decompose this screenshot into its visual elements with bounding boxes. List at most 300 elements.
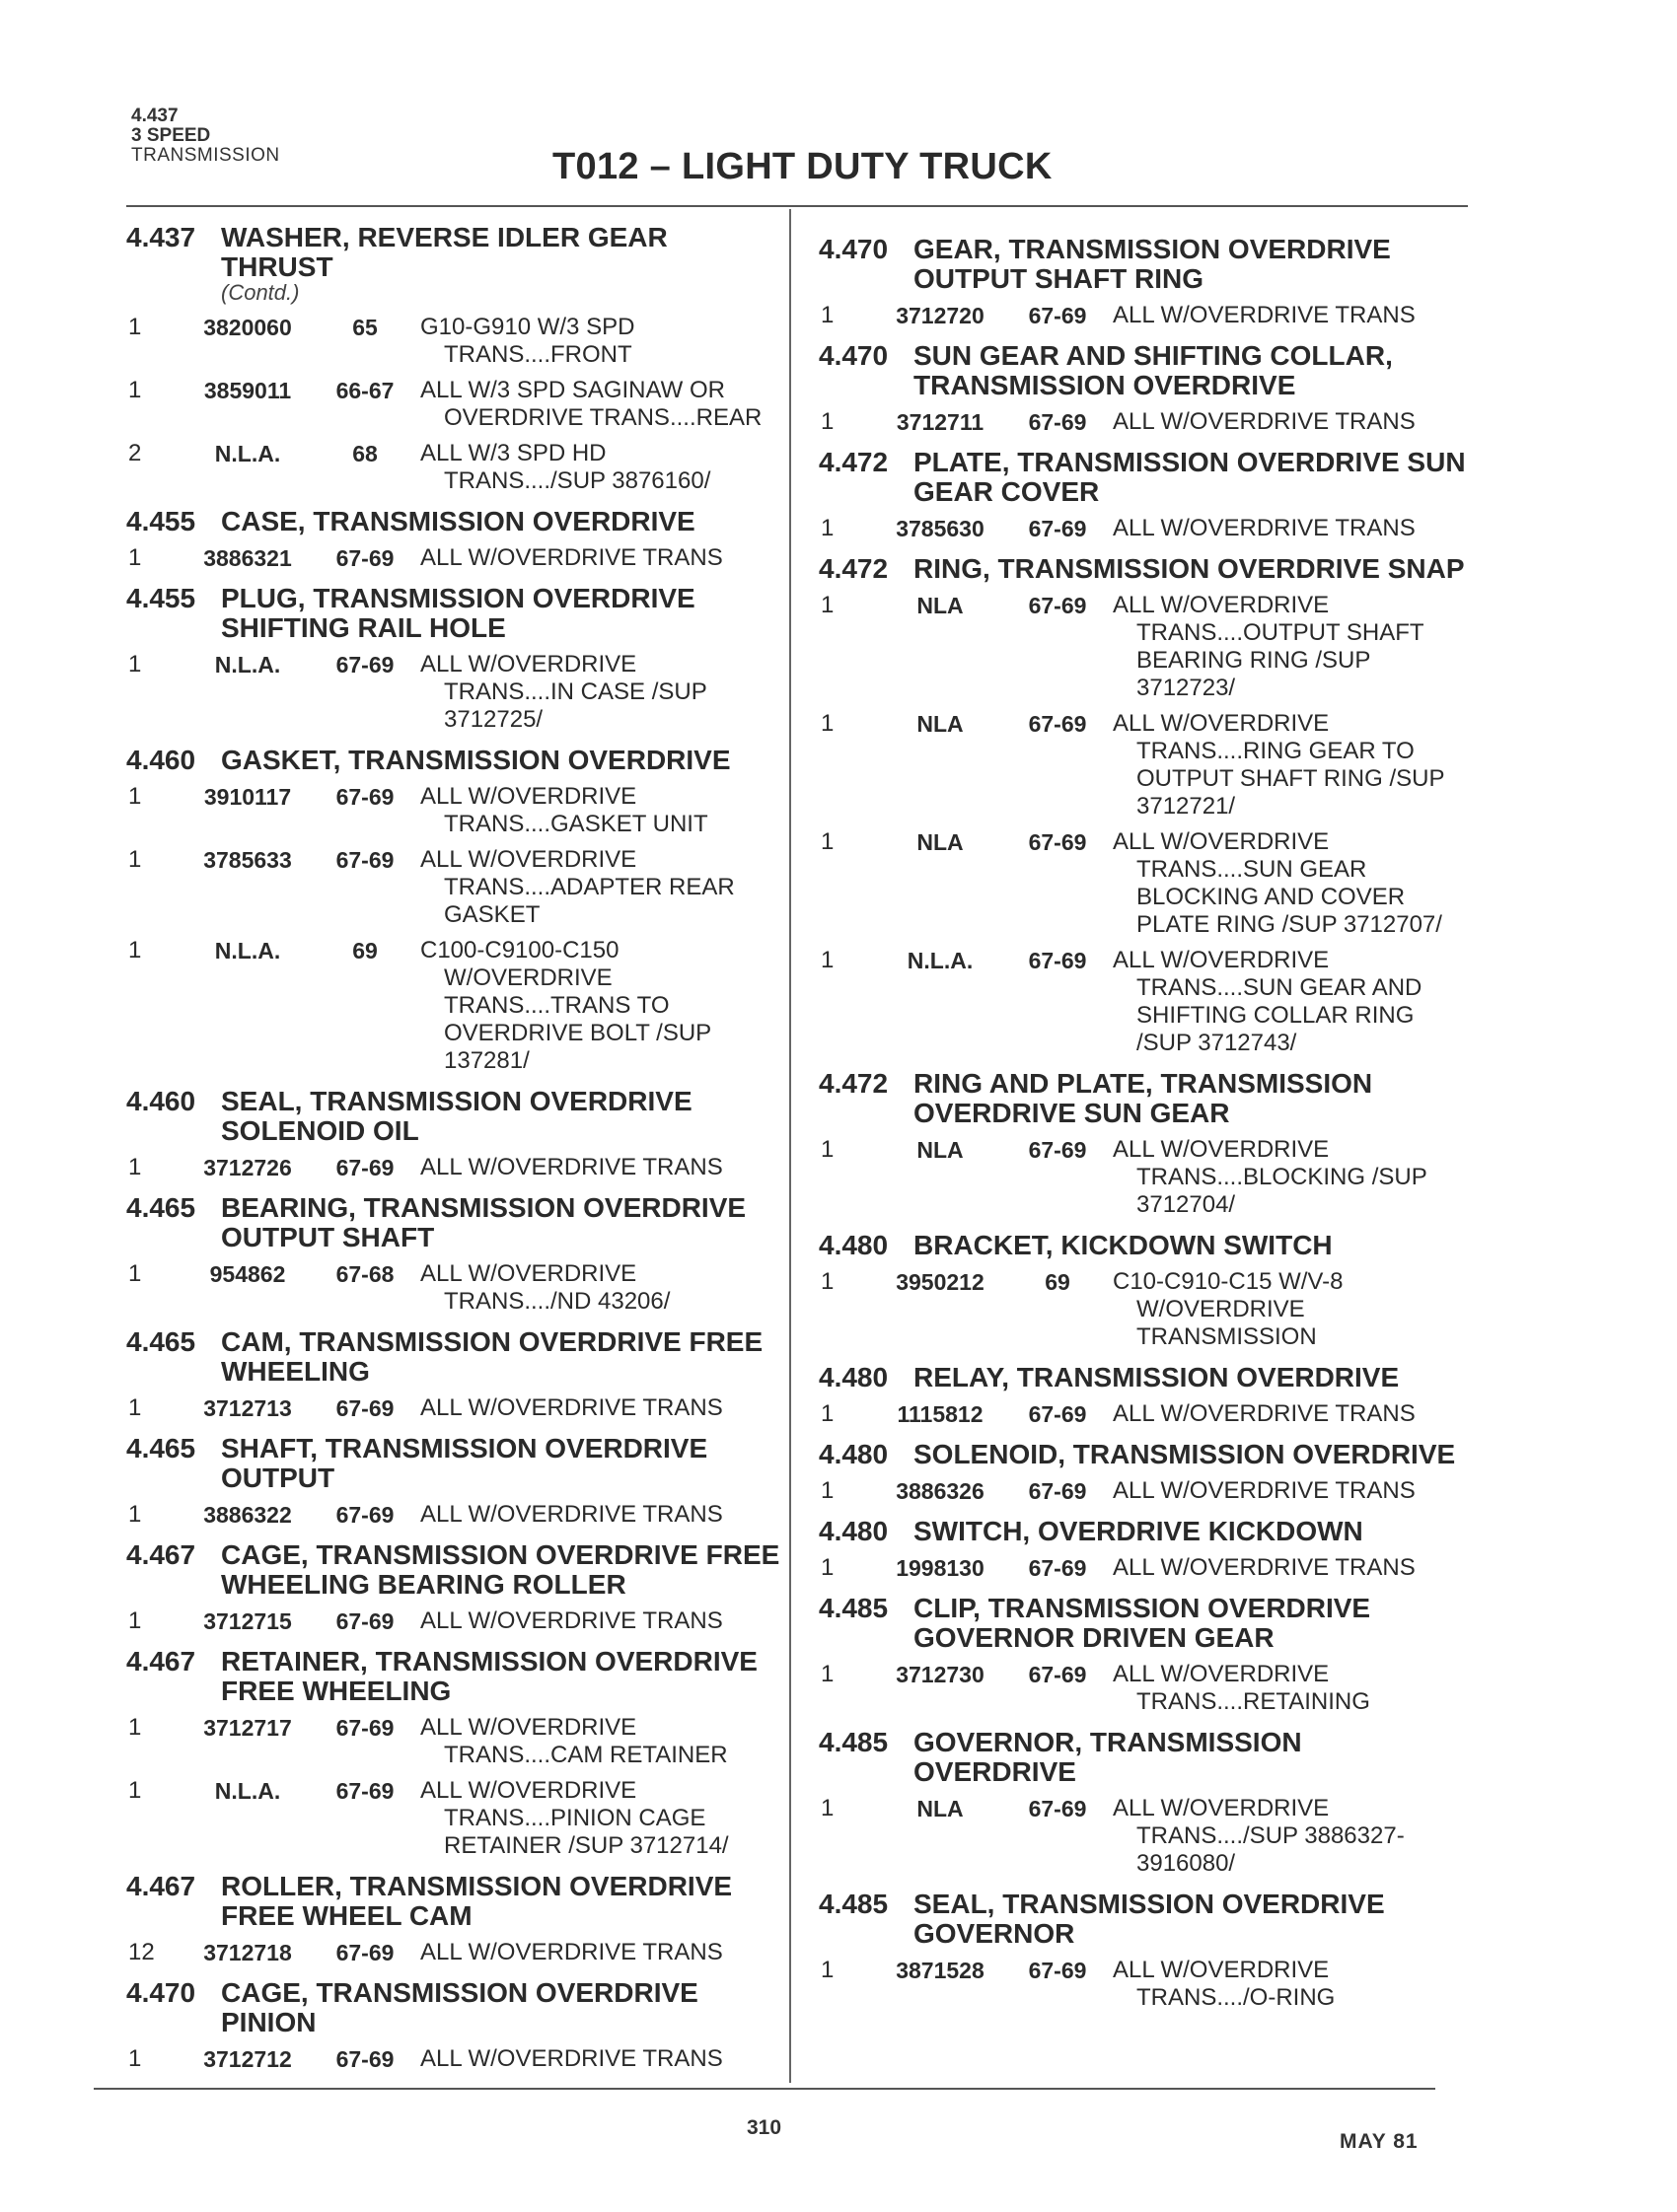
- part-number: NLA: [916, 829, 964, 855]
- section-title: BEARING, TRANSMISSION OVERDRIVE OUTPUT SHAFT: [221, 1192, 747, 1252]
- quantity: 1: [821, 1795, 835, 1821]
- section-title: SEAL, TRANSMISSION OVERDRIVE SOLENOID OIL: [221, 1086, 693, 1146]
- part-row: [819, 302, 1470, 329]
- part-number: NLA: [916, 1137, 964, 1163]
- description-line: TRANS....SUN GEAR: [1136, 856, 1367, 883]
- section-code: 4.470: [819, 340, 889, 371]
- application-description: [1107, 515, 1470, 542]
- quantity: 1: [128, 937, 142, 963]
- part-number: 3785633: [203, 847, 292, 873]
- section-code: 4.467: [126, 1871, 196, 1901]
- description-line: TRANS....BLOCKING /SUP: [1136, 1164, 1427, 1190]
- part-row: [126, 651, 787, 734]
- section-title: CASE, TRANSMISSION OVERDRIVE: [221, 506, 695, 536]
- section-heading: [819, 1728, 1470, 1787]
- section-heading: [819, 1363, 1470, 1392]
- part-row: [819, 710, 1470, 821]
- model-years: 67-69: [335, 1778, 395, 1804]
- description-line: 3712704/: [1136, 1191, 1236, 1218]
- part-row: [126, 1501, 787, 1529]
- description-line: ALL W/3 SPD HD: [420, 440, 607, 466]
- part-row: [819, 515, 1470, 542]
- section-heading: [819, 554, 1470, 584]
- part-number: 3712711: [896, 409, 984, 435]
- description-line: 3712725/: [444, 706, 544, 733]
- application-description: [414, 651, 787, 734]
- part-row: [126, 846, 787, 929]
- application-description: [414, 1714, 787, 1769]
- model-years: 67-69: [335, 1502, 395, 1528]
- section-title: SEAL, TRANSMISSION OVERDRIVE GOVERNOR: [913, 1889, 1385, 1949]
- section-title: PLUG, TRANSMISSION OVERDRIVE SHIFTING RAIL HOLE: [221, 583, 695, 643]
- quantity: 1: [821, 828, 835, 855]
- description-line: ALL W/OVERDRIVE: [1113, 1136, 1330, 1163]
- part-number: 3910117: [203, 784, 292, 810]
- description-line: PLATE RING /SUP 3712707/: [1136, 911, 1442, 938]
- description-line: /SUP 3712743/: [1136, 1030, 1297, 1056]
- model-years: 67-69: [335, 784, 395, 810]
- part-number: 3712730: [896, 1662, 984, 1687]
- part-number: 3712715: [203, 1608, 292, 1634]
- description-line: TRANS....IN CASE /SUP: [444, 678, 707, 705]
- description-line: 137281/: [444, 1047, 530, 1074]
- part-number: 3820060: [203, 315, 292, 340]
- section-heading: [126, 1872, 787, 1931]
- section-heading: [126, 746, 787, 775]
- section-heading: [819, 448, 1470, 507]
- section-title: GEAR, TRANSMISSION OVERDRIVE OUTPUT SHAFT RING: [913, 234, 1391, 294]
- right-column: [819, 235, 1470, 2024]
- section-heading: [819, 1069, 1470, 1128]
- quantity: 12: [128, 1939, 155, 1965]
- print-date: MAY 81: [1340, 2130, 1419, 2153]
- quantity: 1: [128, 783, 142, 810]
- part-row: [126, 783, 787, 838]
- quantity: 1: [128, 314, 142, 340]
- section-title: CAGE, TRANSMISSION OVERDRIVE FREE WHEELING BEARING ROLLER: [221, 1539, 780, 1600]
- part-row: [819, 1554, 1470, 1582]
- model-years: 67-69: [1028, 1796, 1087, 1821]
- application-description: [1107, 1136, 1470, 1219]
- application-description: [414, 1154, 787, 1181]
- part-row: [126, 1260, 787, 1316]
- part-row: [126, 1777, 787, 1860]
- model-years: 67-68: [335, 1261, 395, 1287]
- section-code: 4.465: [126, 1326, 196, 1357]
- model-years: 67-69: [1028, 948, 1087, 973]
- application-description: [1107, 1661, 1470, 1716]
- description-line: TRANS....PINION CAGE: [444, 1805, 706, 1831]
- description-line: ALL W/OVERDRIVE: [420, 1777, 637, 1804]
- part-number: 3712720: [896, 303, 984, 328]
- section-code: 4.467: [126, 1646, 196, 1677]
- application-description: [414, 1607, 787, 1635]
- quantity: 1: [128, 1260, 142, 1287]
- part-row: [126, 1154, 787, 1181]
- application-description: [1107, 710, 1470, 821]
- part-number: 954862: [209, 1261, 286, 1287]
- section-title: ROLLER, TRANSMISSION OVERDRIVE FREE WHEEL CAM: [221, 1871, 733, 1931]
- description-line: ALL W/OVERDRIVE TRANS: [420, 2045, 723, 2072]
- section-code: 4.465: [126, 1192, 196, 1223]
- model-years: 67-69: [1028, 1958, 1087, 1983]
- part-section: [126, 584, 787, 734]
- section-code: 4.485: [819, 1593, 889, 1623]
- application-description: [414, 1501, 787, 1529]
- section-line-3: TRANSMISSION: [131, 145, 280, 166]
- part-section: [126, 1647, 787, 1860]
- continued-note: (Contd.): [221, 280, 300, 305]
- section-code: 4.485: [819, 1889, 889, 1919]
- application-description: [414, 2045, 787, 2073]
- page-title: T012 – LIGHT DUTY TRUCK: [552, 146, 1053, 187]
- part-section: [819, 1890, 1470, 2012]
- description-line: TRANS....FRONT: [444, 341, 632, 368]
- model-years: 65: [352, 315, 378, 340]
- description-line: TRANS..../SUP 3886327-: [1136, 1822, 1405, 1849]
- description-line: ALL W/OVERDRIVE: [1113, 1661, 1330, 1687]
- description-line: ALL W/OVERDRIVE TRANS: [420, 1939, 723, 1965]
- model-years: 67-69: [1028, 593, 1087, 618]
- part-section: [819, 1440, 1470, 1505]
- part-row: [819, 1957, 1470, 2012]
- part-number: 3886321: [203, 545, 292, 571]
- part-section: [126, 1327, 787, 1422]
- description-line: ALL W/OVERDRIVE TRANS: [1113, 408, 1416, 435]
- part-number: 3712718: [203, 1940, 292, 1965]
- section-title: SHAFT, TRANSMISSION OVERDRIVE OUTPUT: [221, 1433, 708, 1493]
- section-code: 4.480: [819, 1439, 889, 1469]
- description-line: BEARING RING /SUP: [1136, 647, 1371, 674]
- section-title: SWITCH, OVERDRIVE KICKDOWN: [913, 1516, 1363, 1546]
- description-line: 3712723/: [1136, 675, 1236, 701]
- description-line: ALL W/OVERDRIVE: [1113, 592, 1330, 618]
- application-description: [414, 377, 787, 432]
- part-section: [126, 1540, 787, 1635]
- model-years: 67-69: [1028, 303, 1087, 328]
- description-line: ALL W/OVERDRIVE TRANS: [1113, 1477, 1416, 1504]
- part-section: [819, 1231, 1470, 1351]
- application-description: [414, 1939, 787, 1966]
- section-title: PLATE, TRANSMISSION OVERDRIVE SUN GEAR COVER: [913, 447, 1466, 507]
- section-heading: [126, 1327, 787, 1387]
- part-number: 3950212: [896, 1269, 984, 1295]
- application-description: [1107, 828, 1470, 939]
- part-row: [126, 1394, 787, 1422]
- description-line: C10-C910-C15 W/V-8: [1113, 1268, 1344, 1295]
- part-number: N.L.A.: [214, 1778, 281, 1804]
- part-number: 1998130: [896, 1555, 984, 1581]
- application-description: [1107, 1795, 1470, 1878]
- part-row: [126, 937, 787, 1075]
- model-years: 67-69: [1028, 1662, 1087, 1687]
- section-code: 4.455: [126, 506, 196, 536]
- part-number: N.L.A.: [214, 938, 281, 963]
- description-line: ALL W/3 SPD SAGINAW OR: [420, 377, 725, 403]
- part-section: [126, 1087, 787, 1181]
- part-section: [126, 1872, 787, 1966]
- description-line: ALL W/OVERDRIVE: [420, 1260, 637, 1287]
- quantity: 1: [128, 651, 142, 678]
- application-description: [1107, 947, 1470, 1057]
- description-line: ALL W/OVERDRIVE TRANS: [1113, 302, 1416, 328]
- description-line: ALL W/OVERDRIVE: [420, 651, 637, 678]
- model-years: 67-69: [335, 652, 395, 678]
- model-years: 67-69: [335, 1715, 395, 1741]
- quantity: 2: [128, 440, 142, 466]
- quantity: 1: [821, 1477, 835, 1504]
- application-description: [414, 314, 787, 369]
- part-row: [819, 1661, 1470, 1716]
- application-description: [414, 783, 787, 838]
- part-row: [819, 1136, 1470, 1219]
- description-line: ALL W/OVERDRIVE: [420, 1714, 637, 1741]
- section-heading: [819, 1517, 1470, 1546]
- model-years: 66-67: [335, 378, 395, 403]
- part-number: 3712717: [203, 1715, 292, 1741]
- left-column: [126, 223, 787, 2085]
- description-line: ALL W/OVERDRIVE TRANS: [1113, 515, 1416, 541]
- quantity: 1: [821, 1136, 835, 1163]
- section-heading: [126, 1647, 787, 1706]
- quantity: 1: [128, 1394, 142, 1421]
- section-line-2: 3 SPEED: [131, 125, 211, 146]
- part-section: [126, 1193, 787, 1316]
- model-years: 67-69: [1028, 711, 1087, 737]
- section-code: 4.472: [819, 447, 889, 477]
- description-line: TRANS....TRANS TO: [444, 992, 670, 1019]
- part-number: 3859011: [203, 378, 292, 403]
- part-row: [819, 947, 1470, 1057]
- quantity: 1: [821, 408, 835, 435]
- quantity: 1: [821, 302, 835, 328]
- part-number: NLA: [916, 1796, 964, 1821]
- part-row: [126, 440, 787, 495]
- description-line: ALL W/OVERDRIVE TRANS: [1113, 1554, 1416, 1581]
- part-number: 3712713: [203, 1395, 292, 1421]
- description-line: ALL W/OVERDRIVE TRANS: [420, 1501, 723, 1528]
- section-title: RING, TRANSMISSION OVERDRIVE SNAP: [913, 553, 1465, 584]
- model-years: 67-69: [335, 1395, 395, 1421]
- description-line: ALL W/OVERDRIVE TRANS: [420, 1394, 723, 1421]
- part-number: 3785630: [896, 516, 984, 541]
- part-section: [126, 1978, 787, 2073]
- application-description: [1107, 592, 1470, 702]
- model-years: 67-69: [335, 1155, 395, 1180]
- description-line: W/OVERDRIVE: [444, 964, 613, 991]
- part-row: [126, 377, 787, 432]
- quantity: 1: [128, 1607, 142, 1634]
- part-number: NLA: [916, 711, 964, 737]
- part-number: N.L.A.: [907, 948, 974, 973]
- part-row: [819, 408, 1470, 436]
- column-divider: [789, 209, 791, 2083]
- part-number: N.L.A.: [214, 441, 281, 466]
- section-code: 4.472: [819, 553, 889, 584]
- description-line: TRANS....CAM RETAINER: [444, 1742, 728, 1768]
- part-row: [819, 1477, 1470, 1505]
- part-row: [126, 2045, 787, 2073]
- section-title: CLIP, TRANSMISSION OVERDRIVE GOVERNOR DRIVEN GEAR: [913, 1593, 1371, 1653]
- section-heading: [819, 1440, 1470, 1469]
- part-row: [819, 1795, 1470, 1878]
- quantity: 1: [821, 1400, 835, 1427]
- section-heading: [819, 235, 1470, 294]
- quantity: 1: [821, 1661, 835, 1687]
- application-description: [414, 544, 787, 572]
- section-code: 4.480: [819, 1362, 889, 1392]
- description-line: OUTPUT SHAFT RING /SUP: [1136, 765, 1445, 792]
- description-line: RETAINER /SUP 3712714/: [444, 1832, 729, 1859]
- description-line: BLOCKING AND COVER: [1136, 884, 1406, 910]
- description-line: TRANS....OUTPUT SHAFT: [1136, 619, 1424, 646]
- section-title: CAGE, TRANSMISSION OVERDRIVE PINION: [221, 1977, 698, 2037]
- part-section: [819, 1517, 1470, 1582]
- description-line: OVERDRIVE BOLT /SUP: [444, 1020, 712, 1046]
- part-row: [819, 1400, 1470, 1428]
- description-line: ALL W/OVERDRIVE TRANS: [420, 1154, 723, 1180]
- description-line: SHIFTING COLLAR RING: [1136, 1002, 1415, 1029]
- section-number: 4.437: [131, 106, 179, 126]
- model-years: 67-69: [1028, 1478, 1087, 1504]
- section-code: 4.460: [126, 1086, 196, 1116]
- application-description: [1107, 408, 1470, 436]
- quantity: 1: [128, 1777, 142, 1804]
- part-row: [126, 314, 787, 369]
- part-section: [819, 341, 1470, 436]
- model-years: 67-69: [335, 847, 395, 873]
- section-heading: [126, 1434, 787, 1493]
- section-code: 4.480: [819, 1516, 889, 1546]
- description-line: TRANS..../O-RING: [1136, 1984, 1336, 2011]
- application-description: [414, 1777, 787, 1860]
- part-section: [819, 1594, 1470, 1716]
- application-description: [414, 1394, 787, 1422]
- description-line: ALL W/OVERDRIVE: [1113, 828, 1330, 855]
- section-code: 4.470: [126, 1977, 196, 2008]
- section-heading: [126, 1087, 787, 1146]
- section-code: 4.437: [126, 222, 196, 252]
- part-number: 3712726: [203, 1155, 292, 1180]
- quantity: 1: [128, 544, 142, 571]
- quantity: 1: [821, 592, 835, 618]
- section-heading: [819, 1231, 1470, 1260]
- part-section: [819, 235, 1470, 329]
- description-line: ALL W/OVERDRIVE: [1113, 947, 1330, 973]
- section-heading: [819, 1890, 1470, 1949]
- section-title: SOLENOID, TRANSMISSION OVERDRIVE: [913, 1439, 1456, 1469]
- model-years: 67-69: [1028, 409, 1087, 435]
- section-title: GASKET, TRANSMISSION OVERDRIVE: [221, 745, 731, 775]
- quantity: 1: [821, 710, 835, 737]
- part-section: [126, 507, 787, 572]
- model-years: 69: [352, 938, 378, 963]
- description-line: ALL W/OVERDRIVE: [420, 846, 637, 873]
- part-section: [126, 223, 787, 495]
- application-description: [1107, 1400, 1470, 1428]
- section-code: 4.460: [126, 745, 196, 775]
- description-line: TRANS..../ND 43206/: [444, 1288, 671, 1315]
- part-row: [126, 1714, 787, 1769]
- quantity: 1: [821, 515, 835, 541]
- description-line: ALL W/OVERDRIVE: [1113, 1957, 1330, 1983]
- model-years: 67-69: [335, 1940, 395, 1965]
- section-title: WASHER, REVERSE IDLER GEAR THRUST: [221, 222, 668, 282]
- description-line: ALL W/OVERDRIVE TRANS: [1113, 1400, 1416, 1427]
- part-section: [819, 448, 1470, 542]
- description-line: OVERDRIVE TRANS....REAR: [444, 404, 763, 431]
- quantity: 1: [821, 947, 835, 973]
- description-line: W/OVERDRIVE: [1136, 1296, 1305, 1322]
- part-number: 3871528: [896, 1958, 984, 1983]
- model-years: 67-69: [1028, 516, 1087, 541]
- section-heading: [126, 1978, 787, 2037]
- model-years: 67-69: [1028, 829, 1087, 855]
- description-line: TRANS..../SUP 3876160/: [444, 467, 711, 494]
- model-years: 67-69: [1028, 1401, 1087, 1427]
- application-description: [1107, 1554, 1470, 1582]
- part-row: [126, 1939, 787, 1966]
- quantity: 1: [128, 1154, 142, 1180]
- application-description: [1107, 1477, 1470, 1505]
- part-row: [819, 592, 1470, 702]
- footer-rule: [94, 2088, 1435, 2090]
- model-years: 67-69: [1028, 1555, 1087, 1581]
- part-row: [126, 1607, 787, 1635]
- application-description: [414, 1260, 787, 1316]
- section-title: RETAINER, TRANSMISSION OVERDRIVE FREE WHEELING: [221, 1646, 758, 1706]
- description-line: TRANS....RETAINING: [1136, 1688, 1370, 1715]
- model-years: 69: [1045, 1269, 1070, 1295]
- section-title: BRACKET, KICKDOWN SWITCH: [913, 1230, 1333, 1260]
- model-years: 68: [352, 441, 378, 466]
- section-title: RING AND PLATE, TRANSMISSION OVERDRIVE SUN GEAR: [913, 1068, 1373, 1128]
- model-years: 67-69: [335, 2046, 395, 2072]
- part-number: NLA: [916, 593, 964, 618]
- section-header: [131, 107, 280, 166]
- part-number: 1115812: [897, 1401, 984, 1427]
- section-heading: [126, 1540, 787, 1600]
- section-code: 4.467: [126, 1539, 196, 1570]
- section-code: 4.472: [819, 1068, 889, 1099]
- part-section: [126, 746, 787, 1075]
- description-line: ALL W/OVERDRIVE: [420, 783, 637, 810]
- application-description: [414, 937, 787, 1075]
- part-section: [819, 1728, 1470, 1878]
- section-heading: [819, 341, 1470, 400]
- quantity: 1: [128, 1714, 142, 1741]
- quantity: 1: [821, 1268, 835, 1295]
- application-description: [414, 846, 787, 929]
- section-code: 4.465: [126, 1433, 196, 1463]
- section-code: 4.455: [126, 583, 196, 613]
- description-line: ALL W/OVERDRIVE TRANS: [420, 1607, 723, 1634]
- description-line: ALL W/OVERDRIVE: [1113, 1795, 1330, 1821]
- quantity: 1: [128, 846, 142, 873]
- section-title: GOVERNOR, TRANSMISSION OVERDRIVE: [913, 1727, 1302, 1787]
- model-years: 67-69: [335, 1608, 395, 1634]
- part-row: [819, 828, 1470, 939]
- part-number: 3712712: [203, 2046, 292, 2072]
- description-line: GASKET: [444, 901, 541, 928]
- quantity: 1: [128, 2045, 142, 2072]
- section-heading: [126, 223, 787, 282]
- part-section: [819, 1363, 1470, 1428]
- section-heading: [126, 1193, 787, 1252]
- section-heading: [126, 507, 787, 536]
- section-code: 4.470: [819, 234, 889, 264]
- description-line: 3916080/: [1136, 1850, 1236, 1877]
